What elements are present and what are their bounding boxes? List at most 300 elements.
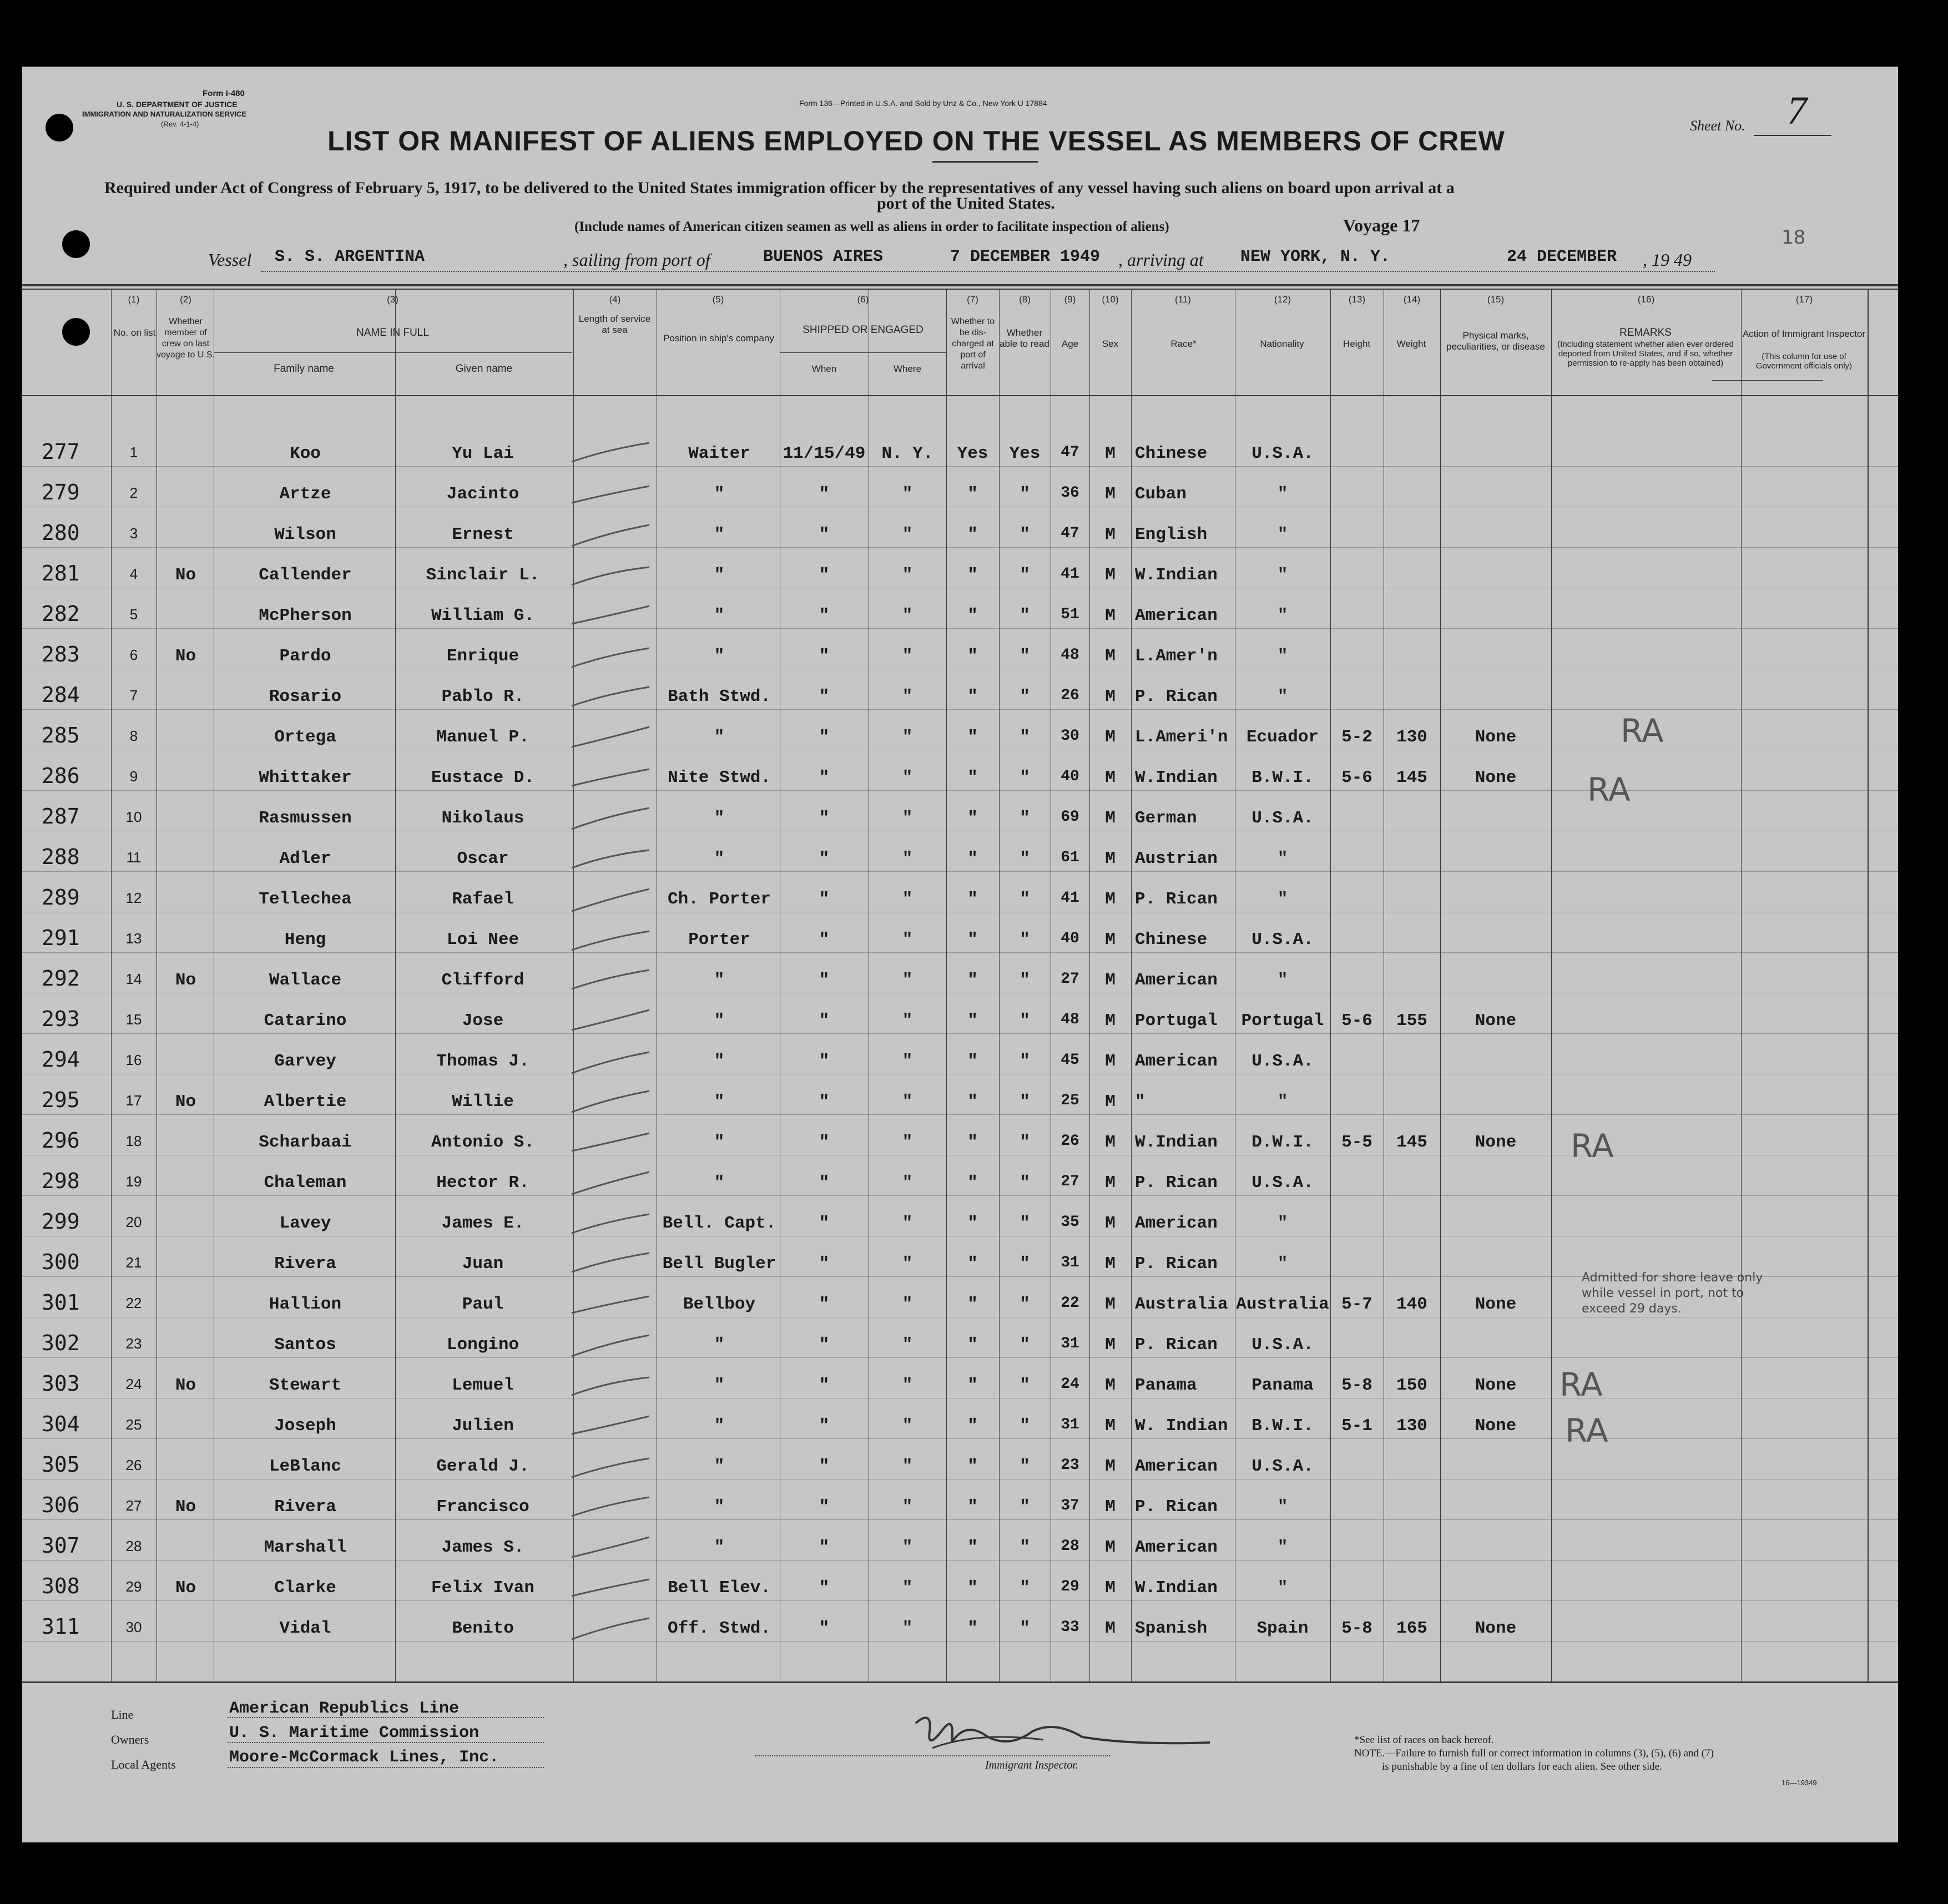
cell-position: " xyxy=(714,525,725,544)
cell-where: " xyxy=(902,849,913,868)
cell-disch: Yes xyxy=(957,444,988,463)
serial-number: 287 xyxy=(42,804,80,829)
cell-disch: " xyxy=(967,687,978,706)
cell-sex: M xyxy=(1105,1457,1116,1476)
col-weight: Weight xyxy=(1396,339,1426,349)
cell-disch: " xyxy=(967,1416,978,1436)
column-number: (3) xyxy=(387,294,398,305)
printer-line: Form 136—Printed in U.S.A. and Sold by Unz & Co., New York U 17884 xyxy=(799,99,1047,108)
serial-number: 305 xyxy=(42,1452,80,1477)
column-number: (8) xyxy=(1019,294,1031,305)
cell-no: 28 xyxy=(125,1538,142,1554)
cell-race: American xyxy=(1135,606,1218,625)
column-rule xyxy=(1131,290,1132,1681)
column-number: (13) xyxy=(1348,294,1366,305)
inspector-label: Immigrant Inspector. xyxy=(985,1759,1078,1771)
cell-disch: " xyxy=(967,1335,978,1355)
pencil-check-mark xyxy=(569,1573,652,1606)
cell-when: " xyxy=(819,1619,830,1638)
pencil-check-mark xyxy=(569,1411,652,1444)
column-rule xyxy=(1868,290,1869,1681)
cell-age: 37 xyxy=(1061,1497,1079,1514)
cell-nat: U.S.A. xyxy=(1251,930,1314,950)
cell-no: 22 xyxy=(125,1295,142,1311)
cell-height: 5-7 xyxy=(1341,1295,1372,1314)
cell-when: " xyxy=(819,606,830,625)
cell-age: 29 xyxy=(1061,1578,1079,1595)
cell-family: Callender xyxy=(259,565,352,585)
cell-disch: " xyxy=(967,1052,978,1071)
cell-given: Manuel P. xyxy=(436,728,529,747)
cell-no: 29 xyxy=(125,1578,142,1595)
cell-where: " xyxy=(902,1133,913,1152)
line-value: American Republics Line xyxy=(229,1699,460,1718)
pencil-check-mark xyxy=(569,925,652,958)
col-remarks-sub: (Including statement whether alien ever ordered deported from United States, and if so, whether permission to re-apply has been obtained) xyxy=(1557,340,1734,368)
cell-nat: " xyxy=(1277,1578,1288,1598)
cell-when: " xyxy=(819,1011,830,1031)
cell-when: " xyxy=(819,484,830,504)
cell-where: " xyxy=(902,1214,913,1233)
pencil-check-mark xyxy=(569,1006,652,1039)
cell-where: " xyxy=(902,606,913,625)
cell-read: " xyxy=(1020,1376,1030,1395)
agents-rule xyxy=(228,1767,544,1768)
pencil-check-mark xyxy=(569,1451,652,1484)
cell-where: " xyxy=(902,1578,913,1598)
col-name-in-full: NAME IN FULL xyxy=(356,327,429,339)
cell-where: " xyxy=(902,768,913,787)
cell-nat: Portugal xyxy=(1241,1011,1324,1031)
pencil-check-mark xyxy=(569,762,652,796)
cell-nat: " xyxy=(1277,1538,1288,1557)
cell-sex: M xyxy=(1105,1376,1116,1395)
cell-no: 18 xyxy=(125,1133,142,1149)
serial-number: 295 xyxy=(42,1088,80,1112)
cell-family: Artze xyxy=(279,484,331,504)
serial-number: 304 xyxy=(42,1412,80,1436)
table-top-rule-2 xyxy=(22,289,1898,290)
cell-when: " xyxy=(819,1092,830,1112)
note-line-2: is punishable by a fine of ten dollars for each alien. See other side. xyxy=(1382,1761,1662,1772)
cell-no: 27 xyxy=(125,1497,142,1514)
column-number: (5) xyxy=(712,294,724,305)
column-rule xyxy=(395,290,396,1681)
cell-nat: U.S.A. xyxy=(1251,1173,1314,1193)
cell-given: Francisco xyxy=(436,1497,529,1517)
cell-when: " xyxy=(819,565,830,585)
column-number: (17) xyxy=(1795,294,1813,305)
cell-no: 10 xyxy=(125,809,142,825)
cell-weight: 150 xyxy=(1396,1376,1427,1395)
col-prev-voyage: Whether member of crew on last voyage to U.S. xyxy=(157,317,215,360)
cell-no: 6 xyxy=(129,647,138,663)
cell-sex: M xyxy=(1105,647,1116,666)
pencil-check-mark xyxy=(569,1168,652,1201)
cell-sex: M xyxy=(1105,1254,1116,1274)
column-number: (12) xyxy=(1274,294,1291,305)
cell-disch: " xyxy=(967,1173,978,1193)
cell-where: " xyxy=(902,1254,913,1274)
department: U. S. DEPARTMENT OF JUSTICE xyxy=(117,100,238,109)
cell-read: " xyxy=(1020,1254,1030,1274)
cell-no: 25 xyxy=(125,1416,142,1433)
remark-line-3: exceed 29 days. xyxy=(1582,1302,1682,1316)
serial-number: 298 xyxy=(42,1169,80,1193)
serial-number: 288 xyxy=(42,845,80,869)
cell-family: Heng xyxy=(284,930,326,950)
cell-race: Panama xyxy=(1135,1376,1197,1395)
cell-height: 5-8 xyxy=(1341,1619,1372,1638)
cell-position: " xyxy=(714,1173,725,1193)
column-rule xyxy=(1330,290,1331,1681)
cell-family: Wallace xyxy=(269,971,342,990)
cell-age: 47 xyxy=(1061,525,1079,542)
cell-no: 3 xyxy=(129,525,138,542)
cell-nat: " xyxy=(1277,890,1288,909)
cell-age: 31 xyxy=(1061,1254,1079,1271)
cell-where: " xyxy=(902,1619,913,1638)
cell-nat: B.W.I. xyxy=(1251,1416,1314,1436)
serial-number: 302 xyxy=(42,1331,80,1355)
cell-where: " xyxy=(902,484,913,504)
inspector-signature xyxy=(899,1698,1260,1765)
cell-position: " xyxy=(714,1052,725,1071)
sail-date: 7 DECEMBER 1949 xyxy=(950,248,1101,266)
col-inspector-action-sub: (This column for use of Government officials only) xyxy=(1755,352,1853,371)
cell-given: Jacinto xyxy=(446,484,519,504)
cell-no: 30 xyxy=(125,1619,142,1635)
cell-family: Pardo xyxy=(279,647,331,666)
cell-position: " xyxy=(714,728,725,747)
serial-number: 280 xyxy=(42,521,80,545)
cell-given: Yu Lai xyxy=(452,444,514,463)
cell-disch: " xyxy=(967,1092,978,1112)
cell-race: W. Indian xyxy=(1135,1416,1228,1436)
cell-given: Jose xyxy=(462,1011,504,1031)
cell-given: Ernest xyxy=(452,525,514,544)
pencil-check-mark xyxy=(569,519,652,553)
col-remarks: REMARKS xyxy=(1619,327,1672,339)
cell-when: " xyxy=(819,1214,830,1233)
cell-read: " xyxy=(1020,971,1030,990)
cell-read: " xyxy=(1020,484,1030,504)
cell-given: James S. xyxy=(441,1538,524,1557)
cell-family: Wilson xyxy=(274,525,336,544)
cell-family: Rasmussen xyxy=(259,809,352,828)
cell-disch: " xyxy=(967,606,978,625)
cell-age: 24 xyxy=(1061,1376,1079,1393)
cell-race: Australia xyxy=(1135,1295,1228,1314)
pencil-check-mark xyxy=(569,1249,652,1282)
cell-read: " xyxy=(1020,890,1030,909)
cell-family: Hallion xyxy=(269,1295,342,1314)
cell-where: " xyxy=(902,890,913,909)
cell-read: " xyxy=(1020,606,1030,625)
cell-marks: None xyxy=(1475,768,1517,787)
cell-sex: M xyxy=(1105,1578,1116,1598)
pencil-ra-mark: RA xyxy=(1565,1412,1608,1450)
cell-family: LeBlanc xyxy=(269,1457,342,1476)
cell-family: Joseph xyxy=(274,1416,336,1436)
cell-given: Antonio S. xyxy=(431,1133,535,1152)
cell-when: " xyxy=(819,1416,830,1436)
column-number: (10) xyxy=(1102,294,1119,305)
cell-family: Adler xyxy=(279,849,331,868)
cell-position: Waiter xyxy=(688,444,750,463)
cell-prev: No xyxy=(175,565,196,585)
sheet-label: Sheet No. xyxy=(1690,118,1745,134)
cell-family: Tellechea xyxy=(259,890,352,909)
cell-position: Off. Stwd. xyxy=(667,1619,771,1638)
cell-no: 23 xyxy=(125,1335,142,1352)
cell-given: Benito xyxy=(452,1619,514,1638)
line-label: Line xyxy=(111,1708,134,1721)
pencil-ra-mark: RA xyxy=(1571,1127,1614,1165)
pencil-check-mark xyxy=(569,1127,652,1160)
shipped-subrule xyxy=(780,352,946,353)
cell-prev: No xyxy=(175,647,196,666)
cell-nat: D.W.I. xyxy=(1251,1133,1314,1152)
column-rule xyxy=(1551,290,1552,1681)
cell-weight: 165 xyxy=(1396,1619,1427,1638)
cell-disch: " xyxy=(967,1376,978,1395)
cell-given: Lemuel xyxy=(452,1376,514,1395)
serial-number: 279 xyxy=(42,480,80,504)
cell-race: P. Rican xyxy=(1135,890,1218,909)
punch-hole xyxy=(62,230,90,258)
cell-when: " xyxy=(819,890,830,909)
serial-number: 306 xyxy=(42,1493,80,1517)
cell-height: 5-6 xyxy=(1341,768,1372,787)
col-sex: Sex xyxy=(1102,339,1119,349)
cell-when: " xyxy=(819,930,830,950)
cell-when: " xyxy=(819,525,830,544)
cell-disch: " xyxy=(967,1497,978,1517)
cell-race: P. Rican xyxy=(1135,1497,1218,1517)
cell-disch: " xyxy=(967,1133,978,1152)
serial-number: 291 xyxy=(42,926,80,950)
pencil-check-mark xyxy=(569,844,652,877)
col-able-to-read: Whether able to read xyxy=(1000,327,1049,349)
cell-weight: 140 xyxy=(1396,1295,1427,1314)
cell-marks: None xyxy=(1475,1416,1517,1436)
name-subrule xyxy=(214,352,572,353)
cell-no: 12 xyxy=(125,890,142,906)
cell-where: " xyxy=(902,971,913,990)
cell-when: " xyxy=(819,971,830,990)
note-line-1: NOTE.—Failure to furnish full or correct information in columns (3), (5), (6) and (7) xyxy=(1354,1748,1714,1759)
cell-family: Scharbaai xyxy=(259,1133,352,1152)
cell-no: 17 xyxy=(125,1092,142,1109)
cell-race: German xyxy=(1135,809,1197,828)
cell-no: 20 xyxy=(125,1214,142,1230)
cell-disch: " xyxy=(967,565,978,585)
serial-number: 294 xyxy=(42,1047,80,1072)
cell-age: 47 xyxy=(1061,444,1079,461)
pencil-check-mark xyxy=(569,600,652,634)
cell-position: Bellboy xyxy=(683,1295,756,1314)
cell-age: 61 xyxy=(1061,849,1079,866)
cell-position: " xyxy=(714,484,725,504)
cell-where: " xyxy=(902,1457,913,1476)
cell-position: Bell Elev. xyxy=(667,1578,771,1598)
cell-read: " xyxy=(1020,525,1030,544)
row-rule xyxy=(22,709,1898,710)
cell-where: " xyxy=(902,525,913,544)
cell-age: 40 xyxy=(1061,768,1079,785)
cell-sex: M xyxy=(1105,687,1116,706)
pencil-check-mark xyxy=(569,479,652,512)
cell-family: Catarino xyxy=(264,1011,347,1031)
cell-weight: 130 xyxy=(1396,728,1427,747)
pencil-check-mark xyxy=(569,1289,652,1322)
pencil-check-mark xyxy=(569,1492,652,1525)
cell-position: Porter xyxy=(688,930,750,950)
cell-age: 41 xyxy=(1061,890,1079,907)
cell-marks: None xyxy=(1475,1133,1517,1152)
cell-family: Whittaker xyxy=(259,768,352,787)
col-inspector-action: Action of Immigrant Inspector xyxy=(1742,329,1866,339)
cell-given: Hector R. xyxy=(436,1173,529,1193)
punch-hole xyxy=(62,318,90,346)
cell-position: " xyxy=(714,971,725,990)
serial-number: 296 xyxy=(42,1128,80,1153)
cell-given: Rafael xyxy=(452,890,514,909)
cell-read: " xyxy=(1020,930,1030,950)
col-where: Where xyxy=(893,363,922,374)
cell-sex: M xyxy=(1105,484,1116,504)
cell-weight: 145 xyxy=(1396,768,1427,787)
revision: (Rev. 4-1-4) xyxy=(161,120,199,128)
cell-no: 4 xyxy=(129,565,138,582)
cell-given: Willie xyxy=(452,1092,514,1112)
serial-number: 292 xyxy=(42,966,80,991)
cell-when: " xyxy=(819,1497,830,1517)
cell-race: P. Rican xyxy=(1135,687,1218,706)
cell-nat: " xyxy=(1277,971,1288,990)
serial-number: 307 xyxy=(42,1533,80,1558)
row-rule xyxy=(22,466,1898,467)
cell-family: Rivera xyxy=(274,1497,336,1517)
arrival-date: 24 DECEMBER xyxy=(1507,248,1617,266)
cell-nat: " xyxy=(1277,1214,1288,1233)
col-discharged: Whether to be dis-charged at port of arrival xyxy=(951,317,995,371)
cell-where: " xyxy=(902,647,913,666)
cell-where: " xyxy=(902,1376,913,1395)
cell-age: 26 xyxy=(1061,1133,1079,1150)
punch-hole xyxy=(46,114,73,142)
cell-nat: " xyxy=(1277,565,1288,585)
pencil-check-mark xyxy=(569,641,652,674)
cell-when: " xyxy=(819,647,830,666)
cell-position: " xyxy=(714,1376,725,1395)
cell-when: " xyxy=(819,1052,830,1071)
table-top-rule xyxy=(22,284,1898,286)
cell-where: " xyxy=(902,1497,913,1517)
remarks-subrule xyxy=(1712,380,1823,381)
cell-height: 5-5 xyxy=(1341,1133,1372,1152)
cell-sex: M xyxy=(1105,1011,1116,1031)
cell-no: 5 xyxy=(129,606,138,623)
remark-line-2: while vessel in port, not to xyxy=(1582,1286,1744,1300)
cell-sex: M xyxy=(1105,1092,1116,1112)
cell-marks: None xyxy=(1475,1295,1517,1314)
cell-nat: Panama xyxy=(1251,1376,1314,1395)
cell-where: " xyxy=(902,1416,913,1436)
cell-marks: None xyxy=(1475,1619,1517,1638)
cell-age: 48 xyxy=(1061,647,1079,664)
cell-age: 33 xyxy=(1061,1619,1079,1636)
cell-sex: M xyxy=(1105,606,1116,625)
cell-sex: M xyxy=(1105,565,1116,585)
arrival-port: NEW YORK, N. Y. xyxy=(1240,248,1391,266)
pencil-check-mark xyxy=(569,803,652,836)
cell-age: 27 xyxy=(1061,971,1079,988)
cell-read: " xyxy=(1020,1092,1030,1112)
column-number: (15) xyxy=(1487,294,1505,305)
cell-race: American xyxy=(1135,1538,1218,1557)
row-rule xyxy=(22,1641,1898,1642)
cell-race: Spanish xyxy=(1135,1619,1208,1638)
cell-weight: 155 xyxy=(1396,1011,1427,1031)
cell-where: " xyxy=(902,809,913,828)
cell-height: 5-8 xyxy=(1341,1376,1372,1395)
serial-number: 299 xyxy=(42,1209,80,1234)
cell-where: " xyxy=(902,1295,913,1314)
row-rule xyxy=(22,1357,1898,1358)
cell-where: " xyxy=(902,1092,913,1112)
owners-value: U. S. Maritime Commission xyxy=(229,1724,480,1743)
serial-number: 300 xyxy=(42,1250,80,1274)
cell-when: " xyxy=(819,1254,830,1274)
cell-marks: None xyxy=(1475,1376,1517,1395)
cell-race: Chinese xyxy=(1135,444,1208,463)
serial-number: 283 xyxy=(42,642,80,666)
cell-sex: M xyxy=(1105,809,1116,828)
cell-height: 5-6 xyxy=(1341,1011,1372,1031)
cell-no: 24 xyxy=(125,1376,142,1392)
cell-read: " xyxy=(1020,1052,1030,1071)
cell-age: 26 xyxy=(1061,687,1079,704)
cell-position: " xyxy=(714,1011,725,1031)
cell-no: 14 xyxy=(125,971,142,987)
cell-sex: M xyxy=(1105,971,1116,990)
cell-where: " xyxy=(902,1052,913,1071)
cell-family: Albertie xyxy=(264,1092,347,1112)
cell-nat: U.S.A. xyxy=(1251,1335,1314,1355)
cell-race: American xyxy=(1135,1214,1218,1233)
cell-prev: No xyxy=(175,1092,196,1112)
cell-when: " xyxy=(819,768,830,787)
sailing-label: , sailing from port of xyxy=(563,250,710,270)
pencil-check-mark xyxy=(569,1208,652,1241)
cell-read: " xyxy=(1020,728,1030,747)
cell-race: L.Ameri'n xyxy=(1135,728,1228,747)
cell-given: Loi Nee xyxy=(446,930,519,950)
cell-family: McPherson xyxy=(259,606,352,625)
cell-age: 28 xyxy=(1061,1538,1079,1555)
cell-read: " xyxy=(1020,1578,1030,1598)
col-family-name: Family name xyxy=(274,363,334,375)
cell-race: Portugal xyxy=(1135,1011,1218,1031)
cell-read: Yes xyxy=(1009,444,1041,463)
cell-nat: U.S.A. xyxy=(1251,444,1314,463)
column-number: (6) xyxy=(857,294,869,305)
cell-nat: U.S.A. xyxy=(1251,1457,1314,1476)
cell-sex: M xyxy=(1105,1416,1116,1436)
title-underline xyxy=(932,161,1038,163)
